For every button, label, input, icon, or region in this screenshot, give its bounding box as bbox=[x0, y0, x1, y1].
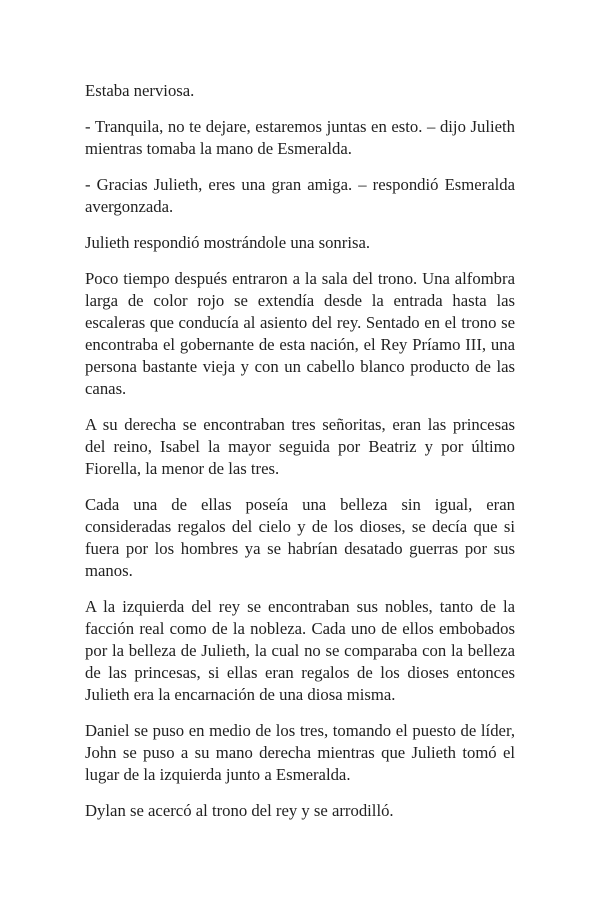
paragraph-2: - Tranquila, no te dejare, estaremos juntas en esto. – dijo Julieth mientras tomaba la mano de Esmeralda. bbox=[85, 117, 515, 158]
paragraph-3: - Gracias Julieth, eres una gran amiga. – respondió Esmeralda avergonzada. bbox=[85, 175, 515, 216]
paragraph-1: Estaba nerviosa. bbox=[85, 81, 195, 100]
paragraph-6: A su derecha se encontraban tres señoritas, eran las princesas del reino, Isabel la mayor seguida por Beatriz y por último Fiorella, la menor de las tres. bbox=[85, 415, 515, 478]
paragraph-8: A la izquierda del rey se encontraban sus nobles, tanto de la facción real como de la nobleza. Cada uno de ellos embobados por la belleza de Julieth, la cual no se comparaba con la belleza de las princesas, si ellas eran regalos de los dioses entonces Julieth era la encarnación de una diosa misma. bbox=[85, 597, 515, 704]
paragraph-7: Cada una de ellas poseía una belleza sin igual, eran consideradas regalos del cielo y de los dioses, se decía que si fuera por los hombres ya se habrían desatado guerras por sus manos. bbox=[85, 495, 515, 580]
paragraph-5: Poco tiempo después entraron a la sala del trono. Una alfombra larga de color rojo se extendía desde la entrada hasta las escaleras que conducía al asiento del rey. Sentado en el trono se encontraba el gobernante de esta nación, el Rey Príamo III, una persona bastante vieja y con un cabello blanco producto de las canas. bbox=[85, 269, 515, 398]
paragraph-10: Dylan se acercó al trono del rey y se arrodilló. bbox=[85, 801, 394, 820]
paragraph-9: Daniel se puso en medio de los tres, tomando el puesto de líder, John se puso a su mano derecha mientras que Julieth tomó el lugar de la izquierda junto a Esmeralda. bbox=[85, 721, 515, 784]
paragraph-4: Julieth respondió mostrándole una sonrisa. bbox=[85, 233, 371, 252]
